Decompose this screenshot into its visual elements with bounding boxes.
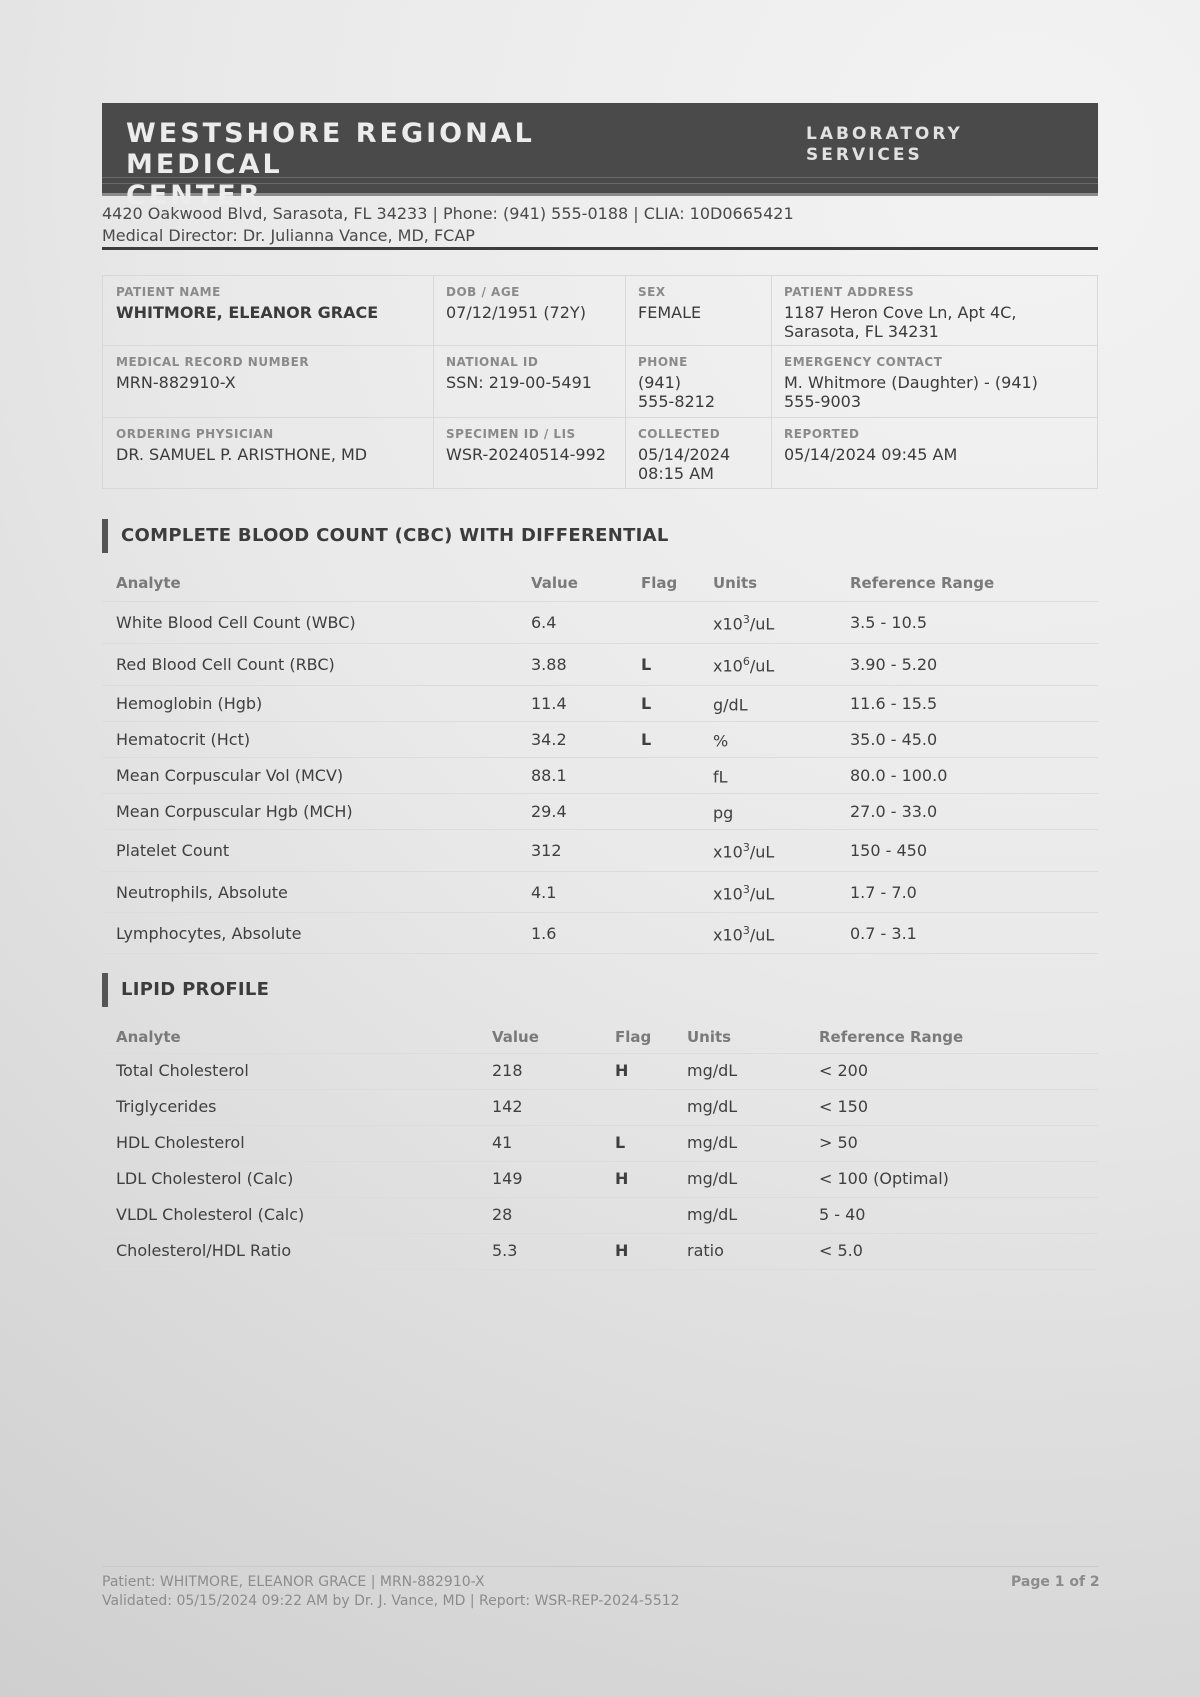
units-cell (713, 655, 774, 675)
units-cell: mg/dL (687, 1205, 738, 1224)
unit-base: % (713, 731, 729, 751)
facility-clia: | CLIA: 10D0665421 (628, 204, 794, 223)
unit-base: x10 (713, 656, 743, 676)
facility-name-line2: CENTER (126, 180, 263, 211)
flag-cell: L (641, 694, 652, 713)
units-cell (713, 802, 733, 822)
value-cell: 1.6 (531, 924, 557, 943)
cbc-row (102, 913, 1098, 954)
footer-separator: | (366, 1574, 380, 1590)
cbc-row (102, 722, 1098, 758)
ssn-prefix: SSN: (446, 373, 489, 392)
physician-suffix: , MD (330, 445, 368, 464)
validated-datetime: 05/15/2024 09:22 AM (176, 1593, 329, 1609)
medical-director-line (102, 226, 475, 245)
analyte-cell: Total Cholesterol (116, 1061, 249, 1080)
unit-base: fL (713, 767, 728, 787)
range-cell: 11.6 - 15.5 (850, 694, 938, 713)
range-cell: 1.7 - 7.0 (850, 883, 917, 902)
sex-cell (638, 285, 701, 322)
department-line2: SERVICES (806, 145, 923, 165)
patient-phone-cell (638, 355, 715, 411)
dob-label: DOB / AGE (446, 285, 520, 299)
footer-patient-prefix: Patient: (102, 1574, 160, 1590)
lipid-header-flag: Flag (615, 1028, 652, 1046)
patient-name-label: PATIENT NAME (116, 285, 221, 299)
range-cell: 0.7 - 3.1 (850, 924, 917, 943)
dob-age-cell (446, 285, 586, 322)
director-suffix: , MD, FCAP (387, 226, 475, 245)
report-prefix: , MD | Report: (433, 1593, 535, 1609)
units-cell (713, 694, 748, 714)
emergency-contact-label: EMERGENCY CONTACT (784, 355, 943, 369)
value-cell: 218 (492, 1061, 523, 1080)
footer-divider (102, 1566, 1098, 1567)
analyte-cell: Mean Corpuscular Vol (MCV) (116, 766, 344, 785)
cbc-header-value: Value (531, 574, 578, 592)
emergency-contact-number: 555-9003 (784, 392, 862, 411)
unit-tail: /uL (749, 925, 775, 945)
report-id: WSR-REP-2024-5512 (534, 1593, 680, 1609)
patient-name-cell (116, 285, 378, 322)
analyte-cell: Hematocrit (Hct) (116, 730, 251, 749)
footer-patient-name: WHITMORE, ELEANOR GRACE (159, 1574, 367, 1590)
patient-phone-line2: 555-8212 (638, 392, 716, 411)
ordering-physician-name: SAMUEL P. ARISTHONE (149, 445, 331, 464)
lipid-header-row (102, 1026, 1098, 1054)
units-cell (713, 613, 774, 633)
lipid-row (102, 1234, 1098, 1270)
mrn-cell (116, 355, 309, 392)
unit-base: x10 (713, 842, 743, 862)
cbc-row (102, 602, 1098, 644)
value-cell: 142 (492, 1097, 523, 1116)
lipid-row (102, 1054, 1098, 1090)
lipid-header-range: Reference Range (819, 1028, 964, 1046)
physician-prefix: DR. (116, 445, 150, 464)
collected-label: COLLECTED (638, 427, 721, 441)
value-cell: 4.1 (531, 883, 557, 902)
value-cell: 88.1 (531, 766, 567, 785)
value-cell: 3.88 (531, 655, 567, 674)
lipid-header-units: Units (687, 1028, 732, 1046)
analyte-cell: HDL Cholesterol (116, 1133, 245, 1152)
patient-ssn: 219-00-5491 (488, 373, 592, 392)
patient-mrn: MRN-882910-X (116, 373, 236, 392)
unit-base: x10 (713, 884, 743, 904)
flag-cell: L (615, 1133, 626, 1152)
page-number: Page 1 of 2 (1011, 1574, 1100, 1590)
collected-time: 08:15 AM (638, 464, 714, 483)
range-cell: 3.90 - 5.20 (850, 655, 938, 674)
analyte-cell: Mean Corpuscular Hgb (MCH) (116, 802, 353, 821)
lipid-row (102, 1162, 1098, 1198)
lipid-row (102, 1090, 1098, 1126)
value-cell: 11.4 (531, 694, 567, 713)
footer-validation-line (102, 1593, 680, 1609)
unit-tail: /uL (749, 614, 775, 634)
patient-address-line2: Sarasota, FL 34231 (784, 322, 939, 341)
value-cell: 28 (492, 1205, 513, 1224)
unit-base: pg (713, 803, 734, 823)
units-cell: mg/dL (687, 1133, 738, 1152)
range-cell: 27.0 - 33.0 (850, 802, 938, 821)
flag-cell: H (615, 1061, 629, 1080)
analyte-cell: Lymphocytes, Absolute (116, 924, 302, 943)
flag-cell: L (641, 655, 652, 674)
unit-base: g/dL (713, 695, 748, 715)
facility-name (126, 118, 686, 211)
flag-cell: H (615, 1169, 629, 1188)
facility-address: 4420 Oakwood Blvd, Sarasota, FL 34233 (102, 204, 428, 223)
validator-name: J. Vance (378, 1593, 434, 1609)
reported-datetime: 05/14/2024 09:45 AM (784, 445, 958, 464)
director-name: Julianna Vance (270, 226, 388, 245)
lipid-header-analyte: Analyte (116, 1028, 181, 1046)
cbc-header-row (102, 572, 1098, 602)
mrn-label: MEDICAL RECORD NUMBER (116, 355, 310, 369)
cbc-header-flag: Flag (641, 574, 678, 592)
patient-age: (72Y) (543, 303, 586, 322)
phone-label: | Phone: (427, 204, 504, 223)
unit-base: x10 (713, 614, 743, 634)
range-cell: 35.0 - 45.0 (850, 730, 938, 749)
emergency-contact-area-code: (941) (994, 373, 1038, 392)
footer-patient-line (102, 1574, 485, 1590)
value-cell: 149 (492, 1169, 523, 1188)
header-divider (102, 247, 1098, 250)
national-id-label: NATIONAL ID (446, 355, 539, 369)
collected-cell (638, 427, 730, 483)
unit-exponent: 6 (742, 655, 750, 668)
ordering-physician-cell (116, 427, 367, 464)
specimen-id-cell (446, 427, 606, 464)
units-cell: mg/dL (687, 1169, 738, 1188)
patient-phone-label: PHONE (638, 355, 688, 369)
specimen-id-label: SPECIMEN ID / LIS (446, 427, 576, 441)
specimen-id: WSR-20240514-992 (446, 445, 606, 464)
range-cell: 5 - 40 (819, 1205, 866, 1224)
patient-address-label: PATIENT ADDRESS (784, 285, 915, 299)
analyte-cell: Neutrophils, Absolute (116, 883, 288, 902)
value-cell: 6.4 (531, 613, 557, 632)
emergency-contact-cell (784, 355, 1038, 411)
range-cell: < 5.0 (819, 1241, 863, 1260)
patient-demographics-grid (102, 275, 1098, 489)
validated-by: by Dr. (328, 1593, 379, 1609)
cbc-header-units: Units (713, 574, 758, 592)
ordering-physician-label: ORDERING PHYSICIAN (116, 427, 274, 441)
unit-base: x10 (713, 925, 743, 945)
lipid-section-title: LIPID PROFILE (121, 979, 270, 1000)
units-cell (713, 766, 728, 786)
value-cell: 312 (531, 841, 562, 860)
unit-exponent: 3 (742, 841, 750, 854)
range-cell: < 150 (819, 1097, 869, 1116)
analyte-cell: Triglycerides (116, 1097, 217, 1116)
cbc-section-title: COMPLETE BLOOD COUNT (CBC) WITH DIFFERENTIAL (121, 525, 669, 546)
reported-label: REPORTED (784, 427, 860, 441)
cbc-section-marker (102, 519, 108, 553)
analyte-cell: VLDL Cholesterol (Calc) (116, 1205, 305, 1224)
facility-name-line1: WESTSHORE REGIONAL MEDICAL (126, 118, 535, 180)
cbc-row (102, 794, 1098, 830)
emergency-contact-name: M. Whitmore (784, 373, 887, 392)
national-id-cell (446, 355, 592, 392)
value-cell: 34.2 (531, 730, 567, 749)
validated-prefix: Validated: (102, 1593, 177, 1609)
cbc-row (102, 872, 1098, 913)
cbc-row (102, 644, 1098, 686)
patient-dob: 07/12/1951 (446, 303, 539, 322)
units-cell: mg/dL (687, 1097, 738, 1116)
units-cell (713, 924, 774, 944)
range-cell: 80.0 - 100.0 (850, 766, 948, 785)
patient-name: WHITMORE, ELEANOR GRACE (116, 303, 379, 322)
units-cell: mg/dL (687, 1061, 738, 1080)
lipid-row (102, 1198, 1098, 1234)
unit-exponent: 3 (742, 883, 750, 896)
cbc-row (102, 758, 1098, 794)
analyte-cell: Platelet Count (116, 841, 230, 860)
flag-cell: L (641, 730, 652, 749)
cbc-row (102, 686, 1098, 722)
range-cell: < 200 (819, 1061, 869, 1080)
units-cell (713, 730, 728, 750)
sex-label: SEX (638, 285, 666, 299)
range-cell: 3.5 - 10.5 (850, 613, 928, 632)
emergency-contact-relation: (Daughter) - (886, 373, 995, 392)
cbc-header-range: Reference Range (850, 574, 995, 592)
analyte-cell: Red Blood Cell Count (RBC) (116, 655, 335, 674)
value-cell: 5.3 (492, 1241, 518, 1260)
range-cell: > 50 (819, 1133, 858, 1152)
unit-tail: /uL (749, 656, 775, 676)
unit-exponent: 3 (742, 924, 750, 937)
units-cell (713, 883, 774, 903)
lipid-row (102, 1126, 1098, 1162)
flag-cell: H (615, 1241, 629, 1260)
analyte-cell: Hemoglobin (Hgb) (116, 694, 263, 713)
collected-date: 05/14/2024 (638, 445, 731, 464)
footer-mrn: MRN-882910-X (379, 1574, 485, 1590)
patient-address-line1: 1187 Heron Cove Ln, Apt 4C, (784, 303, 1017, 322)
patient-address-cell (784, 285, 1016, 341)
department-name (806, 124, 986, 166)
units-cell (713, 841, 774, 861)
unit-tail: /uL (749, 842, 775, 862)
facility-phone: (941) 555-0188 (503, 204, 629, 223)
range-cell: 150 - 450 (850, 841, 928, 860)
lipid-header-value: Value (492, 1028, 539, 1046)
unit-exponent: 3 (742, 613, 750, 626)
director-prefix: Medical Director: Dr. (102, 226, 271, 245)
lipid-section-marker (102, 973, 108, 1007)
analyte-cell: LDL Cholesterol (Calc) (116, 1169, 294, 1188)
value-cell: 29.4 (531, 802, 567, 821)
facility-contact-line (102, 204, 794, 223)
analyte-cell: Cholesterol/HDL Ratio (116, 1241, 292, 1260)
patient-phone-line1: (941) (638, 373, 682, 392)
department-line1: LABORATORY (806, 124, 963, 144)
range-cell: < 100 (Optimal) (819, 1169, 949, 1188)
value-cell: 41 (492, 1133, 513, 1152)
patient-sex: FEMALE (638, 303, 702, 322)
units-cell: ratio (687, 1241, 724, 1260)
cbc-header-analyte: Analyte (116, 574, 181, 592)
analyte-cell: White Blood Cell Count (WBC) (116, 613, 356, 632)
reported-cell (784, 427, 957, 464)
cbc-row (102, 830, 1098, 872)
unit-tail: /uL (749, 884, 775, 904)
